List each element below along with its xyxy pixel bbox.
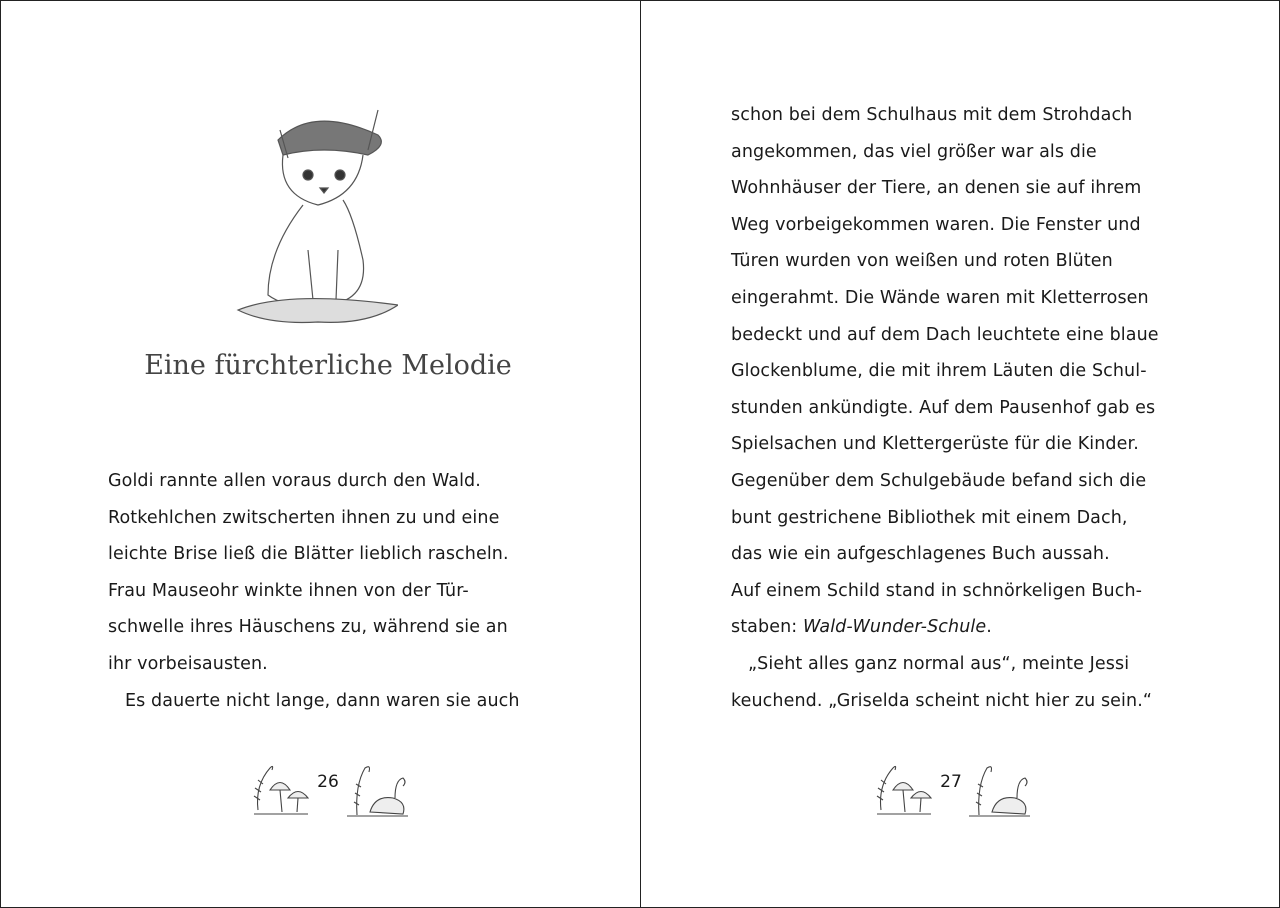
text-line: schon bei dem Schulhaus mit dem Strohdach xyxy=(731,105,1133,125)
page-number: 26 xyxy=(317,772,339,792)
text-line: Es dauerte nicht lange, dann waren sie auch xyxy=(125,690,520,711)
kitten-illustration xyxy=(228,100,398,330)
text-fragment: . xyxy=(986,617,992,638)
text-line: Goldi rannte allen voraus durch den Wald. xyxy=(108,471,481,491)
school-name: Wald-Wunder-Schule xyxy=(802,617,987,638)
text-line: Wohnhäuser der Tiere, an denen sie auf ihrem xyxy=(731,178,1142,199)
text-line: bunt gestrichene Bibliothek mit einem Dach, xyxy=(731,507,1128,528)
text-line: stunden ankündigte. Auf dem Pausenhof gab es xyxy=(731,397,1156,418)
text-line: schwelle ihres Häuschens zu, während sie an xyxy=(108,617,508,638)
right-page xyxy=(641,0,1280,908)
text-line xyxy=(731,609,1159,646)
text-fragment: staben: xyxy=(731,617,803,638)
chapter-title: Eine fürchterliche Melodie xyxy=(144,350,512,381)
text-line: keuchend. „Griselda scheint nicht hier zu sein.“ xyxy=(731,690,1153,711)
text-line: Frau Mauseohr winkte ihnen von der Tür- xyxy=(108,580,469,601)
text-line: eingerahmt. Die Wände waren mit Kletterrosen xyxy=(731,287,1149,308)
text-line: Auf einem Schild stand in schnörkeligen Buch- xyxy=(731,580,1143,601)
page-number: 27 xyxy=(940,772,962,792)
text-line: leichte Brise ließ die Blätter lieblich rascheln. xyxy=(108,544,509,565)
text-line: Türen wurden von weißen und roten Blüten xyxy=(731,251,1113,272)
fern-snail-ornament xyxy=(967,760,1032,820)
text-line: das wie ein aufgeschlagenes Buch aussah. xyxy=(731,544,1110,565)
text-line: angekommen, das viel größer war als die xyxy=(731,141,1097,162)
text-line: „Sieht alles ganz normal aus“, meinte Jessi xyxy=(748,653,1130,674)
text-line: Rotkehlchen zwitscherten ihnen zu und eine xyxy=(108,507,500,528)
text-line: bedeckt und auf dem Dach leuchtete eine blaue xyxy=(731,324,1159,345)
text-line: Glockenblume, die mit ihrem Läuten die Schul- xyxy=(731,361,1147,382)
fern-snail-ornament xyxy=(345,760,410,820)
text-line: Gegenüber dem Schulgebäude befand sich die xyxy=(731,470,1147,491)
text-line: Weg vorbeigekommen waren. Die Fenster und xyxy=(731,214,1141,235)
body-text xyxy=(108,463,520,719)
body-text xyxy=(731,97,1159,719)
text-line: Spielsachen und Klettergerüste für die Kinder. xyxy=(731,434,1139,455)
text-line: ihr vorbeisausten. xyxy=(108,653,268,674)
